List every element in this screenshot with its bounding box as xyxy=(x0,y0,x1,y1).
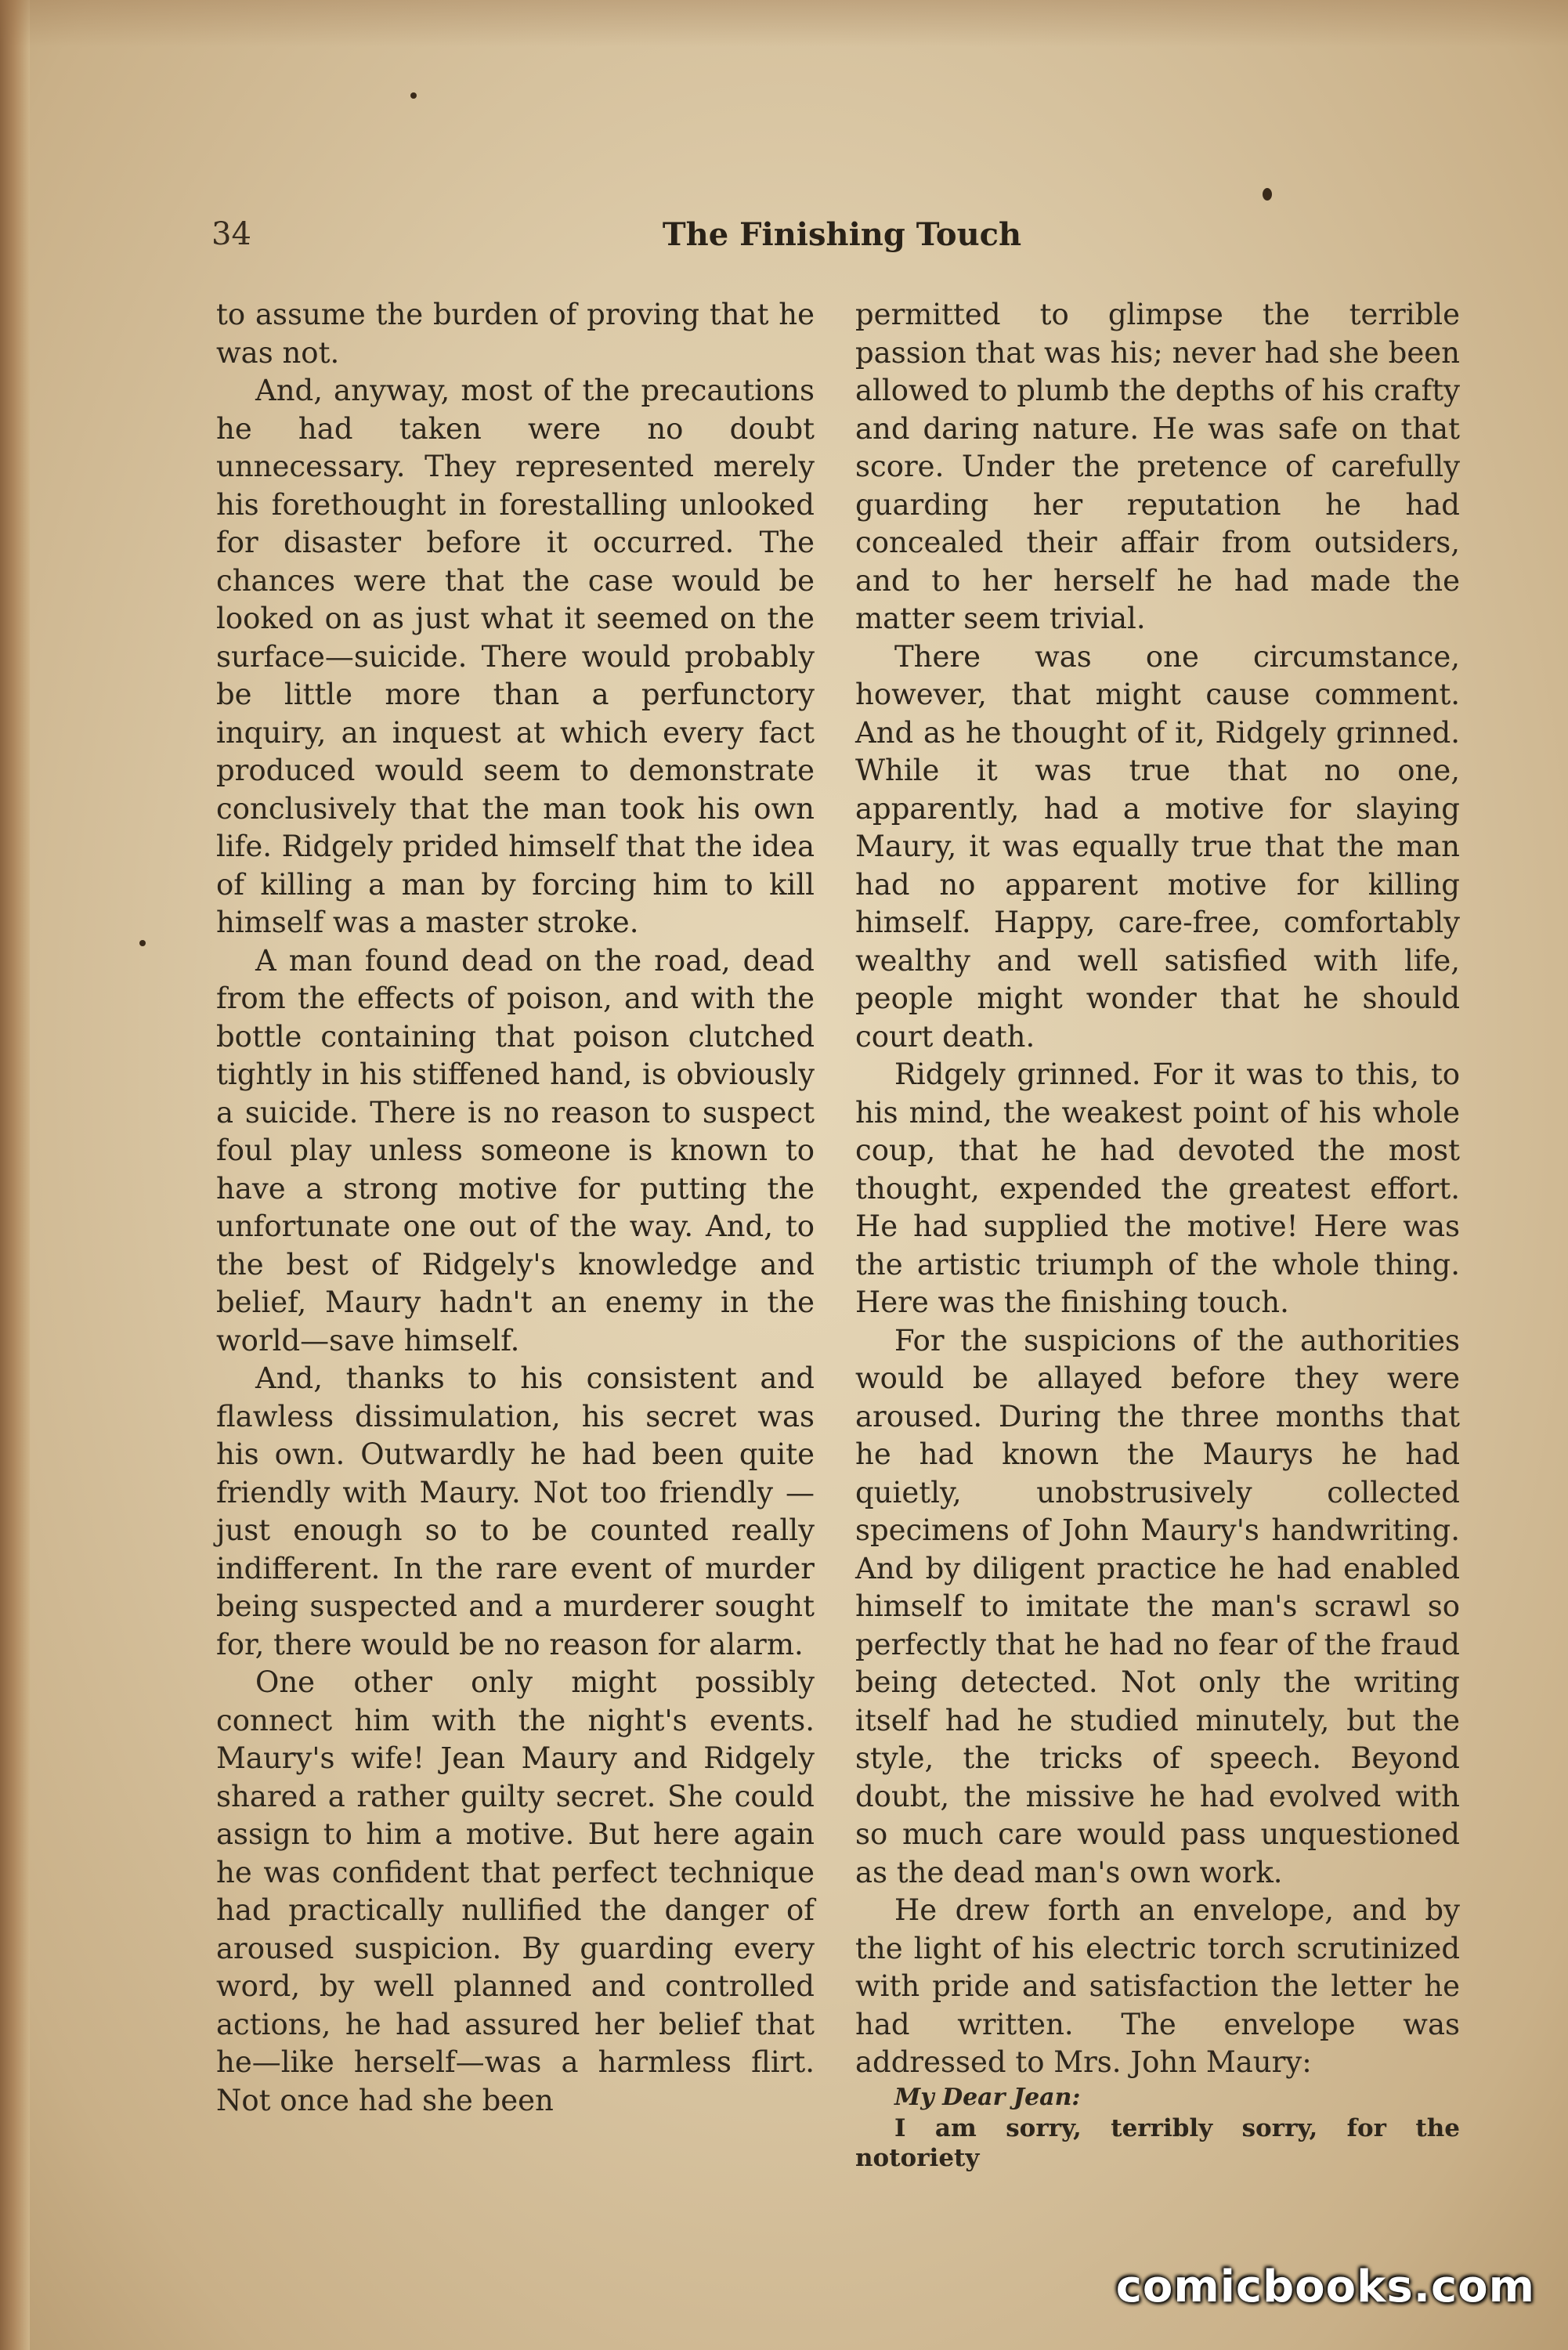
page-header xyxy=(211,216,1472,263)
paragraph: permitted to glimpse the terrible passion that was his; never had she been allowed to plumb the depths of his crafty and daring nature. He was safe on that score. Under the pretence of carefully guarding her reputation he had concealed their affair from outsiders, and to her herself he had made the matter seem trivial. xyxy=(855,298,1460,635)
left-column xyxy=(216,296,815,2120)
ink-speck xyxy=(1263,188,1272,201)
paragraph: One other only might possibly connect him with the night's events. Maury's wife! Jean Maury and Ridgely shared a rather guilty secret. She could assign to him a motive. But here again he was confident that perfect technique had practically nullified the danger of aroused suspicion. By guarding every word, by well planned and controlled actions, he had assured her belief that he—like herself—was a harmless flirt. Not once had she been xyxy=(216,1665,815,2117)
right-column xyxy=(855,296,1460,2173)
paragraph: And, anyway, most of the precautions he had taken were no doubt unnecessary. They represented merely his forethought in forestalling unlooked for disaster before it occurred. The chances were that the case would be looked on as just what it seemed on the surface—suicide. There would probably be little more than a perfunctory inquiry, an inquest at which every fact produced would seem to demonstrate conclusively that the man took his own life. Ridgely prided himself that the idea of killing a man by forcing him to kill himself was a master stroke. xyxy=(216,374,815,939)
paragraph: A man found dead on the road, dead from the effects of poison, and with the bottle containing that poison clutched tightly in his stiffened hand, is obviously a suicide. There is no reason to suspect foul play unless someone is known to have a strong motive for putting the unfortunate one out of the way. And, to the best of Ridgely's knowledge and belief, Maury hadn't an enemy in the world—save himself. xyxy=(216,943,815,1358)
letter-first-line: I am sorry, terribly sorry, for the notoriety xyxy=(855,2113,1460,2172)
ink-speck xyxy=(139,940,146,946)
letter-salutation: My Dear Jean: xyxy=(894,2083,1081,2111)
paragraph: And, thanks to his consistent and flawless dissimulation, his secret was his own. Outwardly he had been quite friendly with Maury. Not too friendly —just enough so to be counted really indifferent. In the rare event of murder being suspected and a murderer sought for, there would be no reason for alarm. xyxy=(216,1361,815,1661)
running-title: The Finishing Touch xyxy=(662,216,1022,253)
ink-speck xyxy=(410,92,417,99)
page-spine-shadow xyxy=(0,0,30,2350)
watermark: comicbooks.com xyxy=(1115,2261,1535,2312)
paragraph: There was one circumstance, however, that might cause comment. And as he thought of it, Ridgely grinned. While it was true that no one, apparently, had a motive for slaying Maury, it was equally true that the man had no apparent motive for killing himself. Happy, care-free, comfortably wealthy and well satisfied with life, people might wonder that he should court death. xyxy=(855,639,1460,1054)
paragraph: Ridgely grinned. For it was to this, to his mind, the weakest point of his whole coup, that he had devoted the most thought, expended the greatest effort. He had supplied the motive! Here was the artistic triumph of the whole thing. Here was the finishing touch. xyxy=(855,1058,1460,1319)
paragraph: He drew forth an envelope, and by the light of his electric torch scrutinized with pride and satisfaction the letter he had written. The envelope was addressed to Mrs. John Maury: xyxy=(855,1893,1460,2079)
page-number: 34 xyxy=(211,216,251,252)
paragraph: to assume the burden of proving that he was not. xyxy=(216,298,815,370)
page-edge-stain xyxy=(0,0,1568,47)
paragraph: For the suspicions of the authorities would be allayed before they were aroused. During the three months that he had known the Maurys he had quietly, unobstrusively collected specimens of John Maury's handwriting. And by diligent practice he had enabled himself to imitate the man's scrawl so perfectly that he had no fear of the fraud being detected. Not only the writing itself had he studied minutely, but the style, the tricks of speech. Beyond doubt, the missive he had evolved with so much care would pass unquestioned as the dead man's own work. xyxy=(855,1323,1460,1889)
